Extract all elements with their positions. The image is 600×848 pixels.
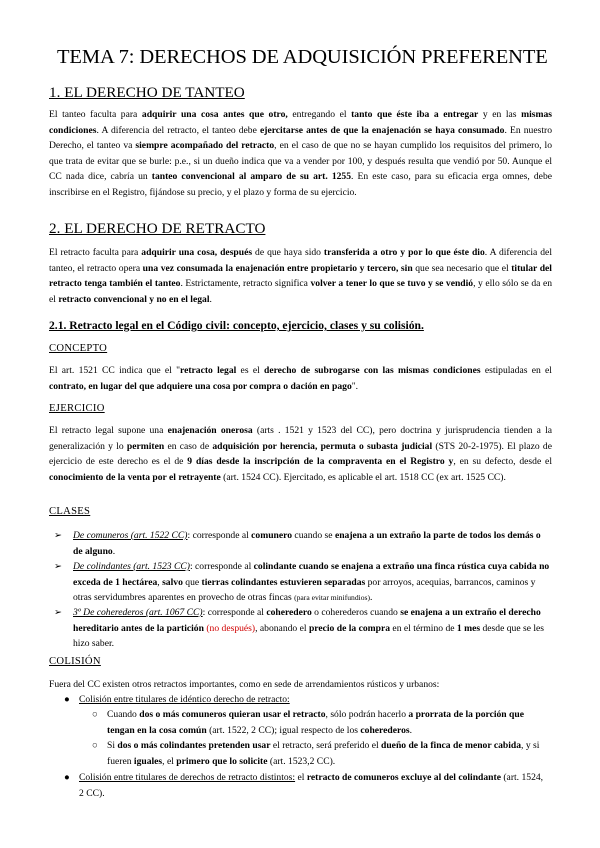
text-run: , el (162, 755, 177, 767)
text-run: enajena a un extraño la parte de todos los demás o de alguno (73, 530, 541, 557)
paragraph-concepto (49, 363, 552, 394)
text-run: . (370, 592, 373, 604)
text-run: derecho de subrogarse con las mismas condiciones (264, 365, 481, 376)
paragraph-retracto (49, 245, 552, 307)
text-run: cuando se (292, 530, 335, 541)
text-run: permiten (126, 440, 165, 452)
text-run: adquirir una cosa antes que otro, (141, 109, 288, 120)
text-run: adquisición por herencia, permuta o subasta judicial (212, 440, 433, 452)
text-run: mismas condiciones (49, 109, 553, 136)
list-item-colindantes (49, 559, 552, 606)
text-run: . En nuestro Derecho, el tanteo va (49, 124, 552, 152)
text-run: : corresponde al (202, 607, 267, 618)
text-run: en caso de (164, 440, 213, 452)
text-run: coherederos (360, 724, 410, 736)
heading-clases: CLASES (49, 506, 91, 517)
hollow-bullet-icon: ○ (92, 740, 98, 751)
text-run: . A diferencia del tanteo, el retracto opera (49, 247, 552, 274)
text-run: tierras colindantes estuvieren separadas (201, 576, 366, 588)
list-item-comuneros (49, 528, 552, 559)
text-run: 9 días desde la inscripción de la compraventa en el Registro y (187, 456, 454, 468)
text-run: . A diferencia del retracto, el tanteo debe (96, 124, 260, 136)
text-run: Si (107, 740, 118, 751)
text-run: titular del retracto tenga también el tanteo (49, 262, 552, 290)
paragraph-tanteo (49, 107, 552, 201)
text-run: (art. 1524, 2 CC). (79, 772, 544, 799)
text-run: o coherederos cuando (311, 607, 401, 618)
text-run: retracto convencional y no en el legal (58, 293, 210, 305)
text-run: (para evitar minifundios) (294, 593, 371, 603)
text-run: dueño de la finca de menor cabida (381, 740, 522, 751)
text-run: retracto de comuneros excluye al del colindante (306, 772, 501, 783)
text-run: El art. 1521 CC indica que el " (49, 365, 180, 376)
text-run: de que haya sido (252, 247, 324, 258)
text-run: y en las (478, 109, 522, 120)
text-run: , en su defecto, desde el (453, 456, 552, 468)
text-run: , (157, 576, 163, 588)
text-run: : corresponde al (187, 530, 252, 541)
text-run: , en el caso de que no se hayan cumplido los requisitos del primero, lo que trata de evitar que se burle: p.e., si un dueño indica que va a vender por 100, y después resulta que vendió por 50. Aunque el CC nada dice, cabría un (49, 140, 552, 183)
text-run: se enajena a un extraño el derecho hereditario antes de la partición (73, 607, 541, 634)
text-run: una vez consumada la enajenación entre propietario y tercero, sin (142, 262, 413, 274)
text-run: coheredero (266, 607, 312, 618)
text-run: primero que lo solicite (176, 755, 268, 767)
arrow-bullet-icon: ➢ (54, 561, 63, 572)
text-run: adquirir una cosa, después (141, 247, 253, 258)
heading-ejercicio: EJERCICIO (49, 403, 105, 414)
list-item-coherederos (49, 605, 552, 652)
arrow-bullet-icon: ➢ (54, 607, 63, 618)
text-run: que sea necesario que el (412, 262, 512, 274)
list-item-colision-distintos (64, 770, 549, 801)
text-run: salvo (162, 576, 183, 588)
text-run: El retracto legal supone una (49, 425, 168, 436)
text-run: enajenación onerosa (167, 425, 253, 436)
text-run: . (112, 545, 116, 557)
heading-concepto: CONCEPTO (49, 343, 108, 354)
text-run: volver a tener lo que se tuvo y se vendió (310, 278, 474, 290)
text-run: (arts . 1521 y 1523 del CC), pero doctrina y jurisprudencia tienden a la generalización y lo (49, 425, 552, 452)
text-run: tanto que éste iba a entregar (351, 109, 479, 120)
text-run: transferida a otro y por lo que éste dio (323, 247, 485, 258)
text-run: contrato, en lugar del que adquiere una cosa por compra o dación en pago (49, 380, 352, 392)
text-run: tanteo convencional al amparo de su art. 1255 (151, 171, 352, 183)
text-run: (STS 20-2-1975). El plazo de ejercicio de este derecho es el de (49, 440, 552, 468)
text-run: . (209, 293, 212, 305)
arrow-bullet-icon: ➢ (54, 530, 63, 541)
paragraph-ejercicio (49, 423, 552, 485)
text-run: De colindantes (art. 1523 CC) (73, 561, 190, 572)
text-run: (art. 1522, 2 CC); igual respecto de los (206, 724, 361, 736)
text-run: Colisión entre titulares de idéntico derecho de retracto: (79, 694, 290, 705)
text-run: por arroyos, acequias, barrancos, caminos y otras servidumbres aparentes en provecho de otras fincas (73, 576, 536, 604)
text-run: dos o más colindantes pretenden usar (117, 740, 271, 751)
text-run: (art. 1523,2 CC). (267, 755, 336, 767)
list-item-colision-identico (64, 692, 549, 708)
text-run: comunero (251, 530, 293, 541)
text-run: , y si fueren (107, 740, 540, 767)
filled-bullet-icon: ● (64, 694, 70, 705)
text-run: siempre acompañado del retracto (135, 140, 275, 152)
text-run: desde que se les hizo saber. (73, 622, 545, 650)
text-run: estipuladas en el (480, 365, 552, 376)
section-heading-retracto: 2. EL DERECHO DE RETRACTO (49, 220, 266, 237)
text-run: a prorrata de la porción que tengan en la cosa común (107, 709, 524, 736)
list-item-colision-comuneros (92, 707, 552, 738)
text-run: ejercitarse antes de que la enajenación se haya consumado (260, 124, 505, 136)
list-item-colision-colindantes (92, 738, 552, 769)
text-run: 3º De coherederos (art. 1067 CC) (73, 607, 203, 618)
text-run: , y ello sólo se da en el (49, 278, 552, 305)
text-run: 1 mes (456, 622, 481, 634)
text-run: De comuneros (art. 1522 CC) (73, 530, 188, 541)
text-run: , abonando el (255, 622, 309, 634)
paragraph-colision-intro: Fuera del CC existen otros retractos importantes, como en sede de arrendamientos rústicos y urbanos: (49, 679, 440, 690)
subsection-heading-retracto-legal: 2.1. Retracto legal en el Código civil: concepto, ejercicio, clases y su colisión. (49, 319, 424, 332)
text-run: Cuando (107, 709, 140, 720)
text-run: . En este caso, para su eficacia erga omnes, debe inscribirse en el Registro, fijándose su precio, y el plazo y forma de su ejercicio. (49, 171, 552, 198)
text-run: el (295, 772, 307, 783)
text-run: es el (236, 365, 264, 376)
text-run: El tanteo faculta para (49, 109, 142, 120)
text-run: , sólo podrán hacerlo (325, 709, 409, 720)
text-run: : corresponde al (189, 561, 254, 572)
text-run: colindante cuando se enajena a extraño una finca rústica cuya cabida no exceda de 1 hectárea (73, 561, 550, 588)
filled-bullet-icon: ● (64, 772, 70, 783)
section-heading-tanteo: 1. EL DERECHO DE TANTEO (49, 84, 245, 101)
text-run: . Estrictamente, retracto significa (180, 278, 311, 290)
text-run: en el término de (390, 622, 457, 634)
text-run: El retracto faculta para (49, 247, 142, 258)
text-run: iguales (133, 755, 163, 767)
text-run: el retracto, será preferido el (270, 740, 382, 751)
text-run: que (182, 576, 202, 588)
text-run: conocimiento de la venta por el retrayente (49, 471, 221, 483)
text-run: entregando el (287, 109, 352, 120)
text-run: dos o más comuneros quieran usar el retracto (139, 709, 326, 720)
text-run: precio de la compra (308, 622, 391, 634)
text-run: ". (351, 380, 359, 392)
text-run: Colisión entre titulares de derechos de retracto distintos: (79, 772, 296, 783)
text-run: (no después) (206, 622, 256, 634)
hollow-bullet-icon: ○ (92, 709, 98, 720)
page-title: TEMA 7: DERECHOS DE ADQUISICIÓN PREFERENTE (57, 46, 548, 68)
heading-colision: COLISIÓN (49, 656, 101, 667)
text-run: (art. 1524 CC). Ejercitado, es aplicable el art. 1518 CC (ex art. 1525 CC). (220, 471, 506, 483)
text-run: . (409, 724, 413, 736)
text-run: retracto legal (180, 365, 237, 376)
